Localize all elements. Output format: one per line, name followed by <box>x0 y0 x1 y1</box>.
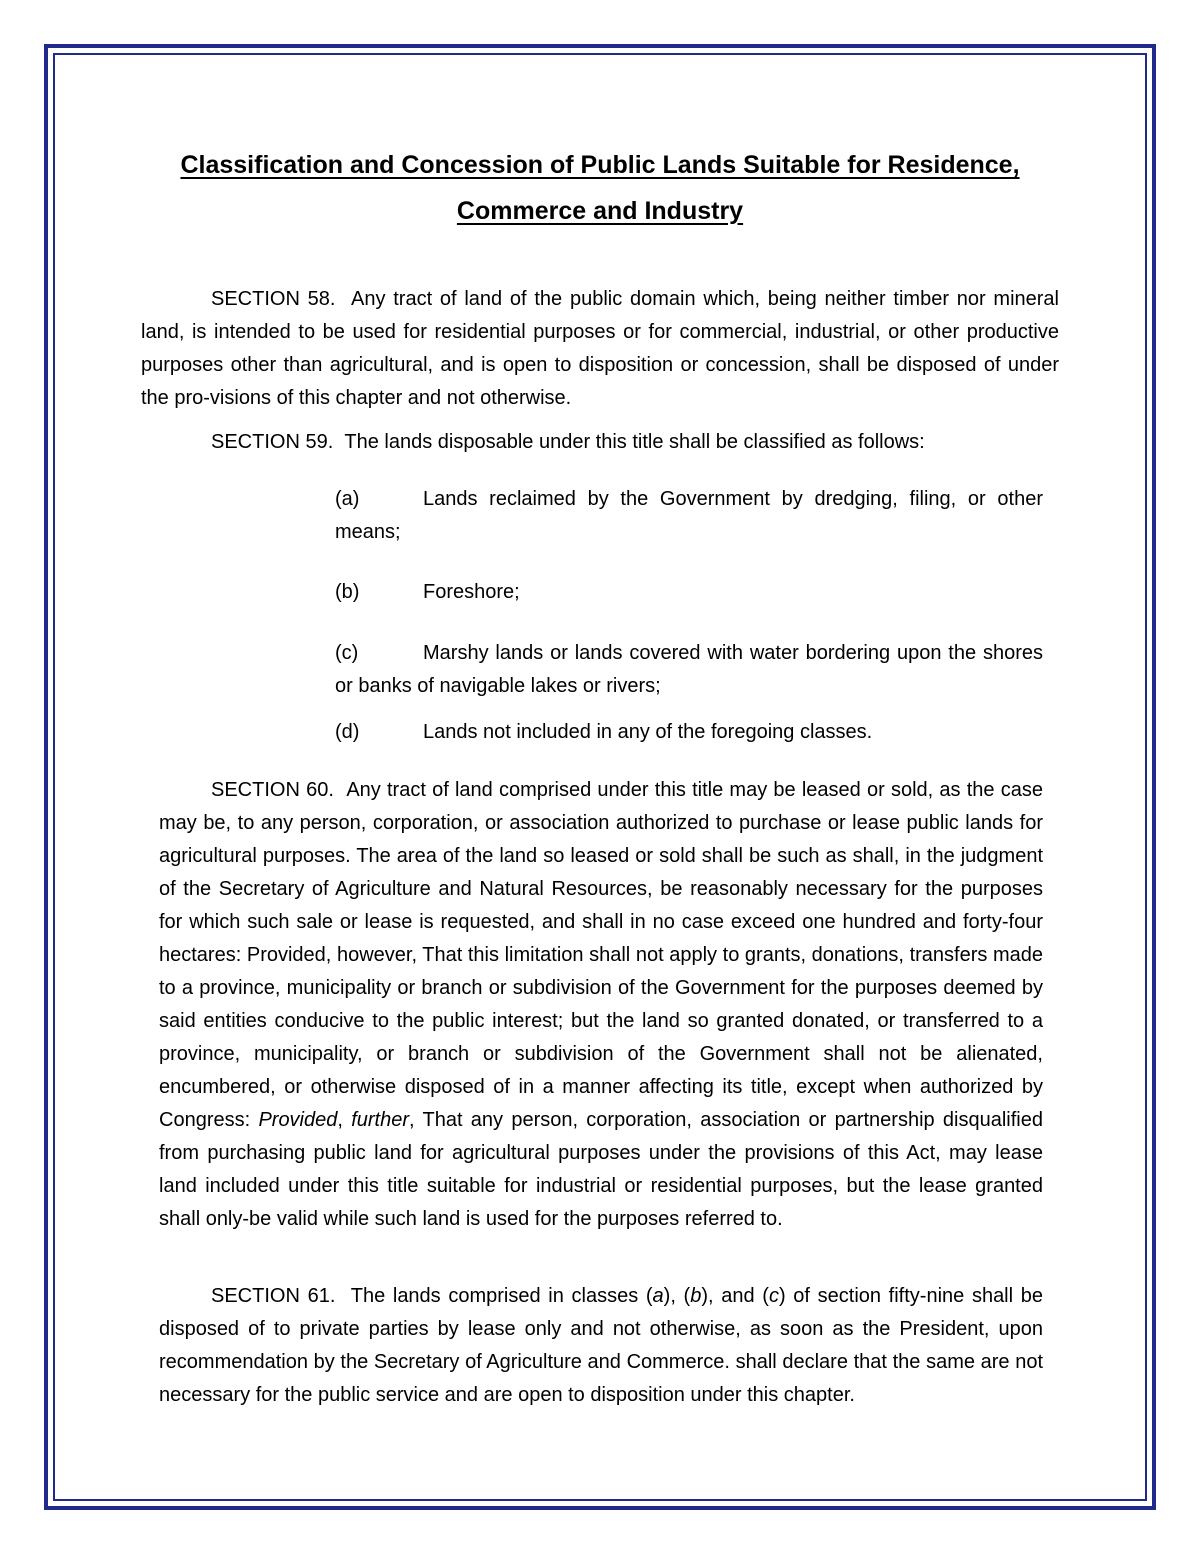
list-item-marker: (a) <box>335 488 360 510</box>
section-61-label: SECTION 61. <box>211 1285 336 1307</box>
list-item <box>335 483 1043 549</box>
section-60-paragraph <box>159 774 1043 1236</box>
title-line-1: Classification and Concession of Public Lands Suitable for Residence, <box>180 151 1020 179</box>
section-58-label: SECTION 58. <box>211 288 336 310</box>
title-line-2: Commerce and Industry <box>456 197 744 225</box>
section-61-paragraph <box>159 1280 1043 1412</box>
section-59-label: SECTION 59. <box>211 431 334 453</box>
list-item-text: Foreshore; <box>423 581 520 603</box>
section-60-label: SECTION 60. <box>211 779 334 801</box>
class-c-italic: c <box>768 1285 779 1307</box>
provided-italic: Provided <box>258 1109 338 1131</box>
further-italic: further <box>351 1109 410 1131</box>
section-59-paragraph <box>211 426 1059 459</box>
class-a-italic: a <box>652 1285 664 1307</box>
list-item-marker: (d) <box>335 721 360 743</box>
section-60-text-part2: , That any person, corporation, association or partnership disqualified from purchasing public land for agricultural purposes under the provisions of this Act, may lease land included under this title suitable for industrial or residential purposes, but the lease granted shall only-be valid while such land is used for the purposes referred to. <box>159 1109 1043 1230</box>
list-item-text: Lands not included in any of the foregoing classes. <box>423 721 873 743</box>
section-60-text-part1: Any tract of land comprised under this title may be leased or sold, as the case may be, to any person, corporation, or association authorized to purchase or lease public lands for agricultural purposes. The area of the land so leased or sold shall be such as shall, in the judgment of the Secretary of Agriculture and Natural Resources, be reasonably necessary for the purposes for which such sale or lease is requested, and shall in no case exceed one hundred and forty-four hectares: Provided, however, That this limitation shall not apply to grants, donations, transfers made to a province, municipality or branch or subdivision of the Government for the purposes deemed by said entities conducive to the public interest; but the land so granted donated, or transferred to a province, municipality, or branch or subdivision of the Government shall not be alienated, encumbered, or otherwise disposed of in a manner affecting its title, except when authorized by Congress: <box>159 779 1043 1131</box>
separator: ), and ( <box>701 1285 769 1307</box>
list-item <box>335 576 1043 609</box>
list-item <box>335 637 1043 703</box>
list-item-marker: (b) <box>335 581 360 603</box>
section-61-text-part1: The lands comprised in classes ( <box>350 1285 653 1307</box>
section-59-text: The lands disposable under this title shall be classified as follows: <box>344 431 925 453</box>
section-58-paragraph <box>141 283 1059 415</box>
list-item-marker: (c) <box>335 642 359 664</box>
list-item-text: Lands reclaimed by the Government by dredging, filing, or other means; <box>335 488 1043 543</box>
class-b-italic: b <box>690 1285 702 1307</box>
section-61-text-part2: ) of section fifty-nine shall be disposed of to private parties by lease only and not otherwise, as soon as the President, upon recommendation by the Secretary of Agriculture and Commerce. shall declare that the same are not necessary for the public service and are open to disposition under this chapter. <box>159 1285 1043 1406</box>
list-item-text: Marshy lands or lands covered with water bordering upon the shores or banks of navigable lakes or rivers; <box>335 642 1043 697</box>
comma: , <box>337 1109 343 1131</box>
document-title <box>120 142 1080 234</box>
list-item <box>335 716 1043 749</box>
separator: ), ( <box>663 1285 691 1307</box>
section-58-text: Any tract of land of the public domain which, being neither timber nor mineral land, is intended to be used for residential purposes or for commercial, industrial, or other productive purposes other than agricultural, and is open to disposition or concession, shall be disposed of under the pro-visions of this chapter and not otherwise. <box>141 288 1059 409</box>
